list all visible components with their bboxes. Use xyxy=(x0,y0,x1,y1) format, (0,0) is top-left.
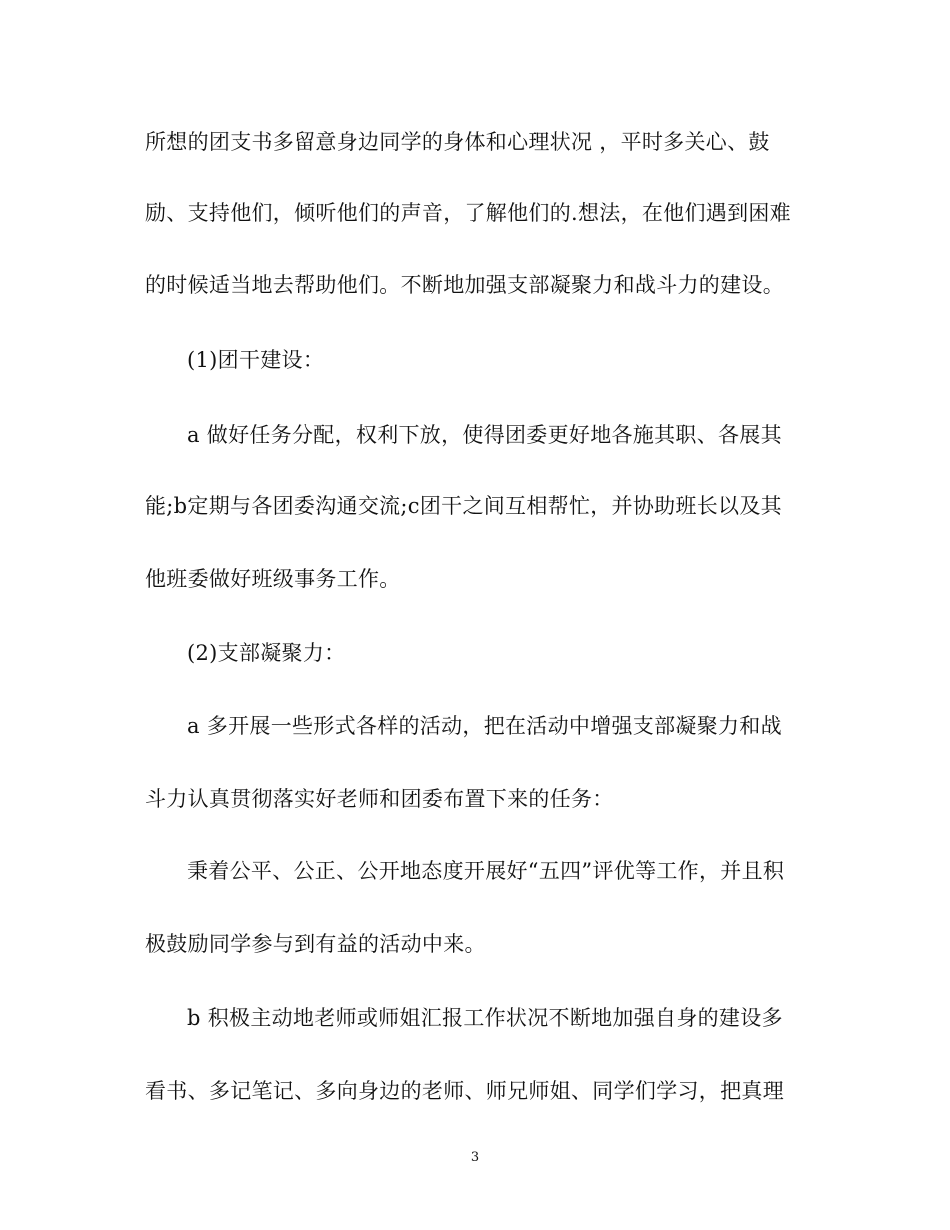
text-line-2: 励、支持他们，倾听他们的声音，了解他们的.想法，在他们遇到困难 xyxy=(145,201,791,225)
text-line-11: 秉着公平、公正、公开地态度开展好“五四”评优等工作，并且积 xyxy=(187,859,785,883)
text-line-1: 所想的团支书多留意身边同学的身体和心理状况 ，平时多关心、鼓 xyxy=(145,130,770,154)
text-line-9: a 多开展一些形式各样的活动，把在活动中增强支部凝聚力和战 xyxy=(187,714,782,738)
text-line-13: b 积极主动地老师或师姐汇报工作状况不断地加强自身的建设多 xyxy=(187,1006,783,1030)
text-line-7: 他班委做好班级事务工作。 xyxy=(145,567,401,591)
text-line-12: 极鼓励同学参与到有益的活动中来。 xyxy=(145,932,486,956)
page-number: 3 xyxy=(470,1150,480,1165)
text-line-5: a 做好任务分配，权利下放，使得团委更好地各施其职、各展其 xyxy=(187,423,782,447)
section-heading-1: (1)团干建设： xyxy=(187,348,325,372)
text-line-3: 的时候适当地去帮助他们。不断地加强支部凝聚力和战斗力的建设。 xyxy=(145,273,784,297)
text-line-6: 能;b定期与各团委沟通交流;c团干之间互相帮忙，并协助班长以及其 xyxy=(145,494,782,518)
text-line-14: 看书、多记笔记、多向身边的老师、师兄师姐、同学们学习，把真理 xyxy=(145,1079,784,1103)
section-heading-2: (2)支部凝聚力： xyxy=(187,641,346,665)
text-line-10: 斗力认真贯彻落实好老师和团委布置下来的任务： xyxy=(145,787,614,811)
